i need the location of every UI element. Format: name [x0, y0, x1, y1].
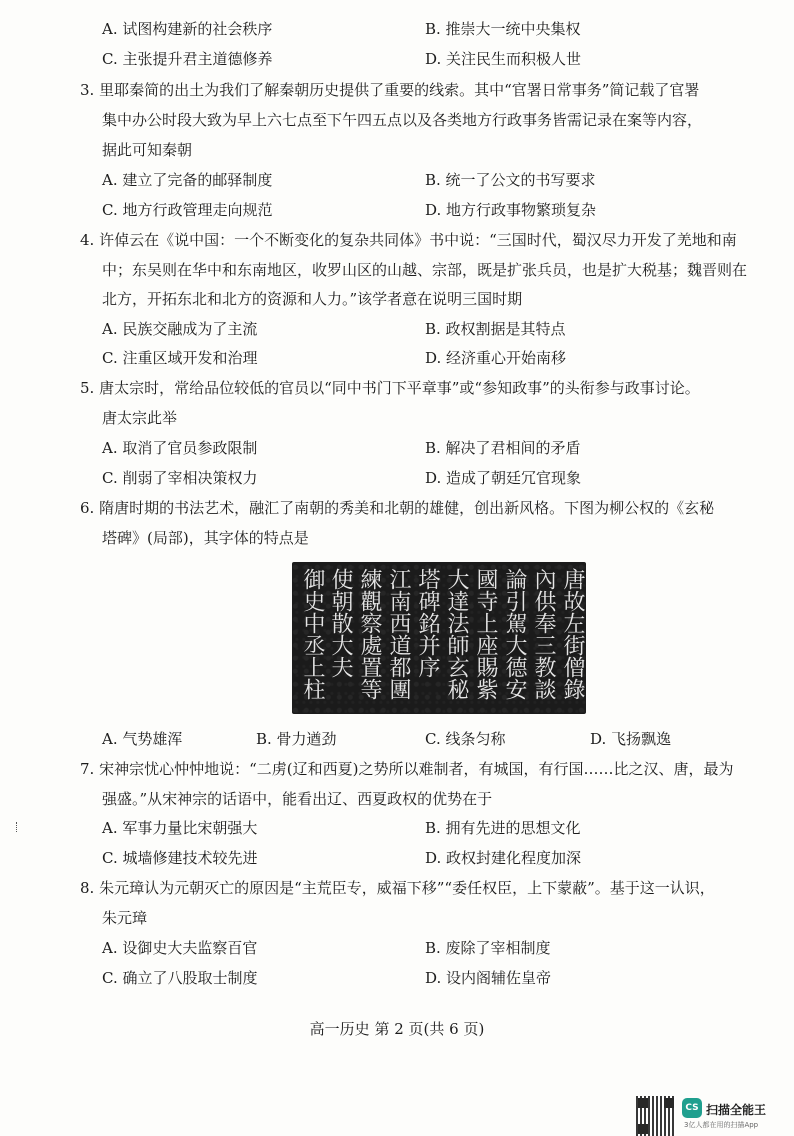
q8-option-b: B. 废除了宰相制度: [425, 939, 551, 957]
q6-stem-line1: 6. 隋唐时期的书法艺术，融汇了南朝的秀美和北朝的雄健，创出新风格。下图为柳公权的《玄秘: [80, 499, 715, 517]
q4-stem-line1: 4. 许倬云在《说中国：一个不断变化的复杂共同体》书中说：“三国时代，蜀汉尽力开发了羌地和南: [80, 231, 737, 249]
q8-stem-line1: 8. 朱元璋认为元朝灭亡的原因是“主荒臣专，威福下移”“委任权臣，上下蒙蔽”。基于这一认识，: [80, 879, 715, 897]
q8-option-d: D. 设内阁辅佐皇帝: [425, 969, 552, 987]
q2-option-c: C. 主张提升君主道德修养: [102, 50, 273, 68]
q4-stem-line2: 中；东吴则在华中和东南地区，收罗山区的山越、宗部，既是扩张兵员，也是扩大税基；魏晋则在: [102, 261, 748, 279]
q5-option-b: B. 解决了君相间的矛盾: [425, 439, 581, 457]
rubbing-column: 御史中丞上柱: [300, 568, 325, 700]
q6-option-a: A. 气势雄浑: [102, 730, 183, 748]
q5-option-d: D. 造成了朝廷冗官现象: [425, 469, 582, 487]
q7-stem-line1: 7. 宋神宗忧心忡忡地说：“二虏(辽和西夏)之势所以难制者，有城国，有行国……比之汉、唐，最为: [80, 760, 734, 778]
q6-option-d: D. 飞扬飘逸: [590, 730, 672, 748]
q8-stem-line2: 朱元璋: [102, 909, 148, 927]
rubbing-column: 內供奉三教談: [531, 568, 556, 700]
q7-option-a: A. 军事力量比宋朝强大: [102, 819, 258, 837]
q5-option-c: C. 削弱了宰相决策权力: [102, 469, 258, 487]
q3-stem-line2: 集中办公时段大致为早上六七点至下午四五点以及各类地方行政事务皆需记录在案等内容，: [102, 111, 703, 129]
calligraphy-rubbing-image: [292, 562, 586, 714]
q4-option-a: A. 民族交融成为了主流: [102, 320, 258, 338]
margin-mark: [16, 822, 20, 832]
q8-option-c: C. 确立了八股取士制度: [102, 969, 258, 987]
q5-stem-line2: 唐太宗此举: [102, 409, 178, 427]
scanner-app-name: 扫描全能王: [706, 1103, 767, 1117]
rubbing-column: 國寺上座賜紫: [473, 568, 498, 700]
rubbing-column: 大達法師玄秘: [444, 568, 469, 700]
q3-stem-line3: 据此可知秦朝: [102, 141, 193, 159]
q5-option-a: A. 取消了官员参政限制: [102, 439, 258, 457]
q7-option-b: B. 拥有先进的思想文化: [425, 819, 581, 837]
q5-stem-line1: 5. 唐太宗时，常给品位较低的官员以“同中书门下平章事”或“参知政事”的头衔参与政事讨论。: [80, 379, 700, 397]
q3-option-b: B. 统一了公文的书写要求: [425, 171, 596, 189]
q4-stem-line3: 北方，开拓东北和北方的资源和人力。”该学者意在说明三国时期: [102, 290, 523, 308]
q7-option-c: C. 城墙修建技术较先进: [102, 849, 258, 867]
q2-option-a: A. 试图构建新的社会秩序: [102, 20, 273, 38]
rubbing-column: 塔碑銘并序: [415, 568, 440, 678]
q3-option-d: D. 地方行政事物繁琐复杂: [425, 201, 597, 219]
q6-stem-line2: 塔碑》(局部)，其字体的特点是: [102, 529, 309, 547]
rubbing-column: 唐故左街僧錄: [560, 568, 585, 700]
q4-option-d: D. 经济重心开始南移: [425, 349, 567, 367]
q6-option-c: C. 线条匀称: [425, 730, 506, 748]
scanner-tagline: 3亿人都在用的扫描App: [684, 1121, 759, 1129]
q3-option-a: A. 建立了完备的邮驿制度: [102, 171, 273, 189]
q8-option-a: A. 设御史大夫监察百官: [102, 939, 258, 957]
q2-option-d: D. 关注民生而积极人世: [425, 50, 582, 68]
q3-option-c: C. 地方行政管理走向规范: [102, 201, 273, 219]
qr-code-icon: [636, 1096, 676, 1136]
q4-option-c: C. 注重区域开发和治理: [102, 349, 258, 367]
q7-option-d: D. 政权封建化程度加深: [425, 849, 582, 867]
rubbing-column: 論引駕大德安: [502, 568, 527, 700]
q6-option-b: B. 骨力遒劲: [256, 730, 337, 748]
q7-stem-line2: 强盛。”从宋神宗的话语中，能看出辽、西夏政权的优势在于: [102, 790, 493, 808]
q2-option-b: B. 推崇大一统中央集权: [425, 20, 581, 38]
rubbing-column: 使朝散大夫: [328, 568, 353, 678]
camscanner-logo-icon: CS: [682, 1098, 702, 1118]
q4-option-b: B. 政权割据是其特点: [425, 320, 566, 338]
page-footer: 高一历史 第 2 页(共 6 页): [309, 1020, 485, 1038]
q3-stem-line1: 3. 里耶秦简的出土为我们了解秦朝历史提供了重要的线索。其中“官署日常事务”简记载了官署: [80, 81, 700, 99]
rubbing-column: 練觀察處置等: [357, 568, 382, 700]
rubbing-column: 江南西道都團: [386, 568, 411, 700]
